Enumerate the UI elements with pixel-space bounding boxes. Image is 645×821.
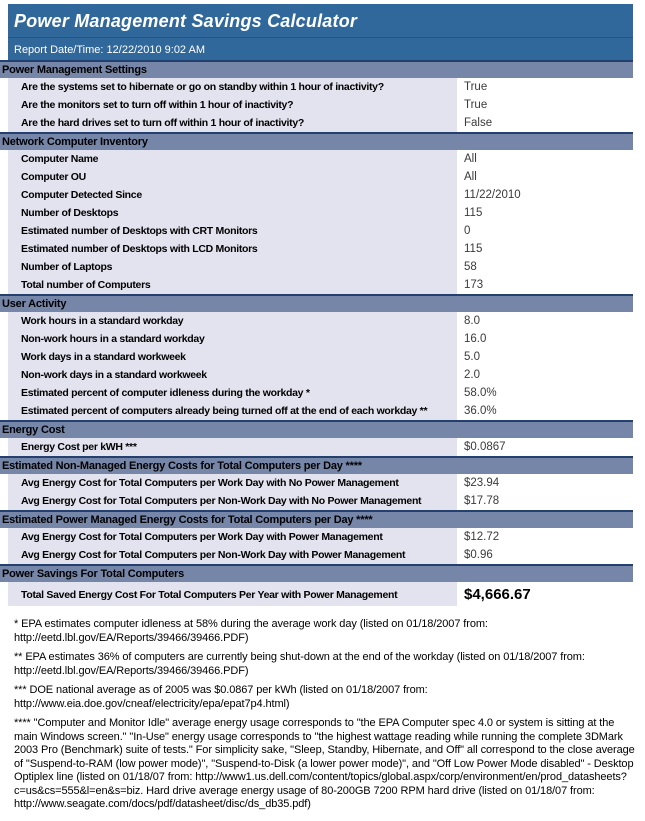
row-label: Energy Cost per kWH *** — [8, 438, 457, 456]
report-section — [0, 510, 645, 564]
row-label: Are the hard drives set to turn off within 1 hour of inactivity? — [8, 114, 457, 132]
section-header-bar: Power Management Settings — [0, 60, 633, 78]
table-row — [8, 258, 641, 276]
report-date-row — [8, 38, 633, 56]
table-row — [8, 402, 641, 420]
table-row — [8, 492, 641, 510]
row-value: $0.0867 — [464, 441, 506, 453]
row-label: Avg Energy Cost for Total Computers per Non-Work Day with Power Management — [8, 546, 457, 564]
row-value: True — [464, 81, 488, 93]
report-section — [0, 564, 645, 606]
row-label: Computer Name — [8, 150, 457, 168]
row-label: Total number of Computers — [8, 276, 457, 294]
table-row — [8, 330, 641, 348]
table-row — [8, 312, 641, 330]
section-header-bar: Estimated Non-Managed Energy Costs for Total Computers per Day **** — [0, 456, 633, 474]
row-value: 36.0% — [464, 405, 497, 417]
row-label: Avg Energy Cost for Total Computers per Work Day with Power Management — [8, 528, 457, 546]
footnote: * EPA estimates computer idleness at 58% during the average work day (listed on 01/18/2007 from: http://eetd.lbl.gov/EA/Reports/39466/39466.PDF) — [14, 618, 488, 644]
row-label: Are the monitors set to turn off within 1 hour of inactivity? — [8, 96, 457, 114]
table-row — [8, 150, 641, 168]
report-section — [0, 294, 645, 420]
row-value: 58.0% — [464, 387, 497, 399]
row-value: 8.0 — [464, 315, 480, 327]
row-value: $0.96 — [464, 549, 493, 561]
section-header-bar: Power Savings For Total Computers — [0, 564, 633, 582]
row-value: 115 — [464, 207, 483, 219]
row-label: Estimated number of Desktops with CRT Monitors — [8, 222, 457, 240]
row-label: Avg Energy Cost for Total Computers per Non-Work Day with No Power Management — [8, 492, 457, 510]
table-row — [8, 384, 641, 402]
row-value: $12.72 — [464, 531, 500, 543]
footnote: *** DOE national average as of 2005 was $0.0867 per kWh (listed on 01/18/2007 from: http://www.eia.doe.gov/cneaf/electricity/epa/epat7p4.html) — [14, 684, 428, 710]
row-value: 173 — [464, 279, 484, 291]
table-row — [8, 528, 641, 546]
row-label: Work days in a standard workweek — [8, 348, 457, 366]
row-value: 2.0 — [464, 369, 480, 381]
row-label: Number of Laptops — [8, 258, 457, 276]
table-row — [8, 168, 641, 186]
report-footnotes — [14, 618, 636, 812]
row-label: Estimated percent of computer idleness during the workday * — [8, 384, 457, 402]
row-label: Are the systems set to hibernate or go on standby within 1 hour of inactivity? — [8, 78, 457, 96]
row-value: All — [464, 153, 477, 165]
row-value: 115 — [464, 243, 483, 255]
page-title: Power Management Savings Calculator — [8, 4, 633, 38]
table-row — [8, 96, 641, 114]
table-row — [8, 78, 641, 96]
report-header — [8, 4, 633, 60]
row-label: Estimated number of Desktops with LCD Monitors — [8, 240, 457, 258]
footnote: **** "Computer and Monitor Idle" average energy usage corresponds to "the EPA Computer spec 4.0 or system is sitting at the main Windows screen." "In-Use" energy usage corresponds to "the highest wattage reading while running the complete 3DMark 2003 Pro (Benchmark) suite of tests." For simplicity sake, "Sleep, Standby, Hibernate, and Off" all correspond to the close average of "Suspend-to-RAM (low power mode)", "Suspend-to-Disk (a lower power mode)", and "Off Low Power Mode disabled" - Desktop Optiplex line (listed on 01/18/07 from: http://www1.us.dell.com/content/topics/global.aspx/corp/environment/en/prod_datasheets?c=us&cs=555&l=en&s=biz. Hard drive average energy usage of 80-200GB 7200 RPM hard drive (listed on 01/18/07 from: http://www.seagate.com/docs/pdf/datasheet/disc/ds_db35.pdf) — [14, 717, 635, 810]
section-header-bar: Network Computer Inventory — [0, 132, 633, 150]
row-value: 11/22/2010 — [464, 189, 521, 201]
section-header-bar: User Activity — [0, 294, 633, 312]
row-value: $4,666.67 — [464, 586, 531, 603]
row-value: 0 — [464, 225, 471, 237]
table-row — [8, 114, 641, 132]
row-value: 16.0 — [464, 333, 487, 345]
row-value: $17.78 — [464, 495, 500, 507]
row-value: 5.0 — [464, 351, 480, 363]
row-value: All — [464, 171, 477, 183]
row-label: Computer OU — [8, 168, 457, 186]
table-row — [8, 276, 641, 294]
table-row — [8, 474, 641, 492]
table-row — [8, 366, 641, 384]
table-row — [8, 438, 641, 456]
table-row — [8, 546, 641, 564]
report-date-label: Report Date/Time: — [14, 44, 104, 56]
table-row — [8, 348, 641, 366]
row-label: Non-work hours in a standard workday — [8, 330, 457, 348]
report-section — [0, 420, 645, 456]
report-date-value: 12/22/2010 9:02 AM — [106, 44, 205, 56]
row-label: Work hours in a standard workday — [8, 312, 457, 330]
footnote: ** EPA estimates 36% of computers are currently being shut-down at the end of the workday (listed on 01/18/2007 from: http://eetd.lbl.gov/EA/Reports/39466/39466.PDF) — [14, 651, 585, 677]
row-label: Total Saved Energy Cost For Total Computers Per Year with Power Management — [8, 582, 457, 606]
row-label: Avg Energy Cost for Total Computers per Work Day with No Power Management — [8, 474, 457, 492]
row-value: 58 — [464, 261, 477, 273]
report-body — [0, 60, 645, 606]
row-label: Estimated percent of computers already being turned off at the end of each workday ** — [8, 402, 457, 420]
row-label: Non-work days in a standard workweek — [8, 366, 457, 384]
row-value: False — [464, 117, 493, 129]
section-header-bar: Energy Cost — [0, 420, 633, 438]
table-row — [8, 582, 641, 606]
report-section — [0, 132, 645, 294]
row-value: True — [464, 99, 488, 111]
report-section — [0, 60, 645, 132]
section-header-bar: Estimated Power Managed Energy Costs for Total Computers per Day **** — [0, 510, 633, 528]
row-value: $23.94 — [464, 477, 500, 489]
table-row — [8, 222, 641, 240]
table-row — [8, 240, 641, 258]
report-section — [0, 456, 645, 510]
row-label: Number of Desktops — [8, 204, 457, 222]
table-row — [8, 186, 641, 204]
table-row — [8, 204, 641, 222]
row-label: Computer Detected Since — [8, 186, 457, 204]
